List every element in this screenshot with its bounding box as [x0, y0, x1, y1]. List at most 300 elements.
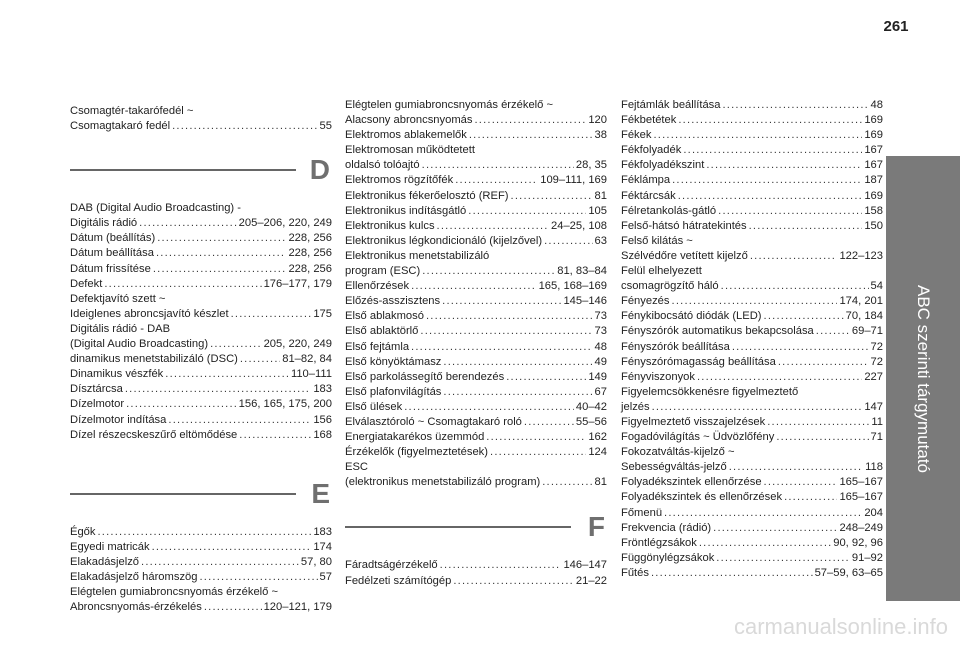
entry-term: Fényszórók beállítása: [621, 340, 730, 353]
dot-leader: [139, 216, 237, 231]
index-entry: [621, 355, 883, 370]
entry-page: 228, 256: [288, 262, 332, 275]
dot-leader: [706, 158, 862, 173]
entry-term: Fékbetétek: [621, 114, 677, 127]
index-entry: [70, 382, 332, 397]
index-entry: [345, 173, 607, 188]
entry-page: 183: [313, 383, 332, 396]
dot-leader: [443, 385, 592, 400]
index-entry: [621, 430, 883, 445]
index-entry-line: Elektronikus menetstabilizáló: [345, 249, 490, 262]
entry-page: 145–146: [563, 295, 607, 308]
section-letter: E: [311, 477, 330, 509]
entry-page: 55–56: [575, 415, 607, 428]
entry-term: Dátum frissítése: [70, 262, 151, 275]
dot-leader: [440, 558, 562, 573]
entry-page: 149: [588, 370, 607, 383]
entry-page: 174, 201: [839, 295, 883, 308]
index-entry: [621, 536, 883, 551]
dot-leader: [778, 355, 869, 370]
index-entry-line: Digitális rádió - DAB: [70, 322, 171, 335]
section-header-d: [70, 155, 332, 189]
index-entry: [70, 337, 332, 352]
entry-term: Digitális rádió: [70, 217, 138, 230]
entry-page: 81, 83–84: [557, 265, 607, 278]
dot-leader: [141, 555, 299, 570]
index-entry: [70, 600, 332, 615]
entry-term: Felső-hátsó hátratekintés: [621, 219, 747, 232]
entry-page: 147: [864, 400, 883, 413]
index-entry: [621, 219, 883, 234]
dot-leader: [422, 158, 574, 173]
section-divider: [70, 169, 296, 171]
dot-leader: [210, 337, 262, 352]
entries-f-cont: [621, 98, 883, 581]
index-entry: [621, 249, 883, 264]
index-entry: [621, 204, 883, 219]
index-entry: [70, 555, 332, 570]
entry-page: 55: [319, 120, 332, 133]
entry-page: 156, 165, 175, 200: [238, 398, 332, 411]
index-entry: [621, 279, 883, 294]
entry-term: Fejtámlák beállítása: [621, 99, 721, 111]
entry-term: dinamikus menetstabilizáló (DSC): [70, 353, 238, 366]
entry-page: 81–82, 84: [282, 353, 332, 366]
dot-leader: [542, 475, 592, 490]
entry-page: 176–177, 179: [263, 277, 332, 290]
index-entry: [70, 119, 332, 134]
index-entry: [345, 128, 607, 143]
entry-term: Dátum beállítása: [70, 247, 154, 260]
index-entry: [70, 216, 332, 231]
dot-leader: [750, 249, 838, 264]
entry-term: Elválasztóroló ~ Csomagtakaró roló: [345, 415, 522, 428]
dot-leader: [764, 309, 844, 324]
index-entry: [621, 370, 883, 385]
entry-term: Elektronikus kulcs: [345, 219, 435, 232]
index-entry: [345, 445, 607, 460]
entry-page: 156: [313, 413, 332, 426]
index-entry: [621, 340, 883, 355]
entry-page: 72: [870, 355, 883, 368]
index-entry: [345, 309, 607, 324]
entry-term: Elektromos rögzítőfék: [345, 174, 454, 187]
entry-page: 150: [864, 219, 883, 232]
entry-page: 72: [870, 340, 883, 353]
section-letter: F: [587, 511, 605, 543]
index-entry: [621, 460, 883, 475]
entry-term: Egyedi matricák: [70, 540, 150, 553]
entry-page: 169: [864, 114, 883, 127]
entry-term: Érzékelők (figyelmeztetések): [345, 446, 489, 459]
entry-page: 124: [588, 446, 607, 459]
entries-d: [70, 201, 332, 443]
entry-page: 69–71: [851, 325, 883, 338]
index-entry: [345, 234, 607, 249]
index-entry: [621, 309, 883, 324]
index-entry: [345, 294, 607, 309]
entry-term: Első fejtámla: [345, 340, 410, 353]
section-divider: [345, 526, 571, 528]
dot-leader: [168, 413, 311, 428]
entry-term: Fűtés: [621, 566, 649, 579]
entry-term: Defekt: [70, 277, 103, 290]
index-entry: [345, 430, 607, 445]
index-entry: [345, 279, 607, 294]
index-entry: [70, 231, 332, 246]
entries-intro: [70, 104, 332, 134]
index-entry-line: Felső kilátás ~: [621, 234, 693, 247]
entry-page: 165, 168–169: [538, 280, 607, 293]
index-entry: [621, 294, 883, 309]
dot-leader: [672, 294, 838, 309]
entry-term: Ellenőrzések: [345, 280, 410, 293]
dot-leader: [683, 143, 862, 158]
entry-term: Dátum (beállítás): [70, 232, 156, 245]
index-entry: [621, 158, 883, 173]
entry-page: 174: [313, 540, 332, 553]
entry-term: Dísztárcsa: [70, 383, 123, 396]
entry-page: 24–25, 108: [551, 219, 607, 232]
side-tab-label: ABC szerinti tárgymutató: [914, 284, 934, 473]
entry-page: 40–42: [575, 400, 607, 413]
entry-term: Főmenü: [621, 506, 663, 519]
index-entry: [621, 324, 883, 339]
dot-leader: [443, 355, 592, 370]
entries-e: [70, 525, 332, 616]
index-entry: [621, 173, 883, 188]
dot-leader: [784, 490, 837, 505]
index-entry: [70, 413, 332, 428]
index-entry-line: Elégtelen gumiabroncsnyomás érzékelő ~: [70, 586, 279, 599]
index-entry: [621, 98, 883, 113]
index-entry: [345, 370, 607, 385]
entry-page: 120: [588, 114, 607, 127]
entry-page: 48: [594, 340, 607, 353]
entry-page: 21–22: [575, 574, 607, 587]
entry-term: Fogadóvilágítás ~ Üdvözlőfény: [621, 431, 775, 444]
entry-term: Első könyöktámasz: [345, 355, 442, 368]
entry-term: Abroncsnyomás-érzékelés: [70, 601, 202, 614]
dot-leader: [721, 279, 869, 294]
entry-term: (Digital Audio Broadcasting): [70, 338, 209, 351]
entry-term: Dízelmotor: [70, 398, 125, 411]
dot-leader: [239, 428, 311, 443]
index-entry: [345, 204, 607, 219]
index-entry-line: Fokozatváltás-kijelző ~: [621, 446, 735, 459]
entry-page: 48: [870, 99, 883, 111]
entry-page: 227: [864, 370, 883, 383]
index-entry: [345, 219, 607, 234]
entry-page: 38: [594, 129, 607, 142]
dot-leader: [697, 370, 862, 385]
dot-leader: [420, 324, 592, 339]
dot-leader: [767, 415, 869, 430]
dot-leader: [490, 445, 586, 460]
entry-page: 205–206, 220, 249: [238, 217, 332, 230]
dot-leader: [156, 246, 286, 261]
entry-term: Fedélzeti számítógép: [345, 574, 452, 587]
entry-term: Első ablaktörlő: [345, 325, 419, 338]
entries-e-cont: [345, 98, 607, 490]
entry-page: 109–111, 169: [540, 174, 607, 187]
dot-leader: [699, 536, 831, 551]
entry-term: Félretankolás-gátló: [621, 204, 717, 217]
index-entry: [621, 566, 883, 581]
entry-page: 81: [594, 476, 607, 489]
entry-page: 162: [588, 431, 607, 444]
dot-leader: [240, 352, 280, 367]
dot-leader: [437, 219, 549, 234]
entry-term: Első parkolássegítő berendezés: [345, 370, 505, 383]
entry-page: 120–121, 179: [263, 601, 332, 614]
entry-page: 57, 80: [300, 555, 332, 568]
index-column-3: [621, 98, 883, 581]
dot-leader: [199, 570, 317, 585]
section-divider: [70, 493, 296, 495]
entry-page: 122–123: [839, 249, 883, 262]
entry-term: Ideiglenes abroncsjavító készlet: [70, 307, 229, 320]
entry-page: 158: [864, 204, 883, 217]
index-entry-line: Elégtelen gumiabroncsnyomás érzékelő ~: [345, 99, 554, 111]
dot-leader: [442, 294, 561, 309]
entry-term: Frekvencia (rádió): [621, 521, 712, 534]
entry-term: Első ülések: [345, 400, 403, 413]
index-entry: [345, 400, 607, 415]
entry-term: csomagrögzítő háló: [621, 280, 719, 293]
dot-leader: [411, 340, 593, 355]
dot-leader: [678, 113, 862, 128]
dot-leader: [506, 370, 586, 385]
dot-leader: [157, 231, 286, 246]
entry-term: Elektromos ablakemelők: [345, 129, 467, 142]
entry-term: jelzés: [621, 400, 650, 413]
entry-page: 167: [864, 144, 883, 157]
dot-leader: [749, 219, 863, 234]
dot-leader: [165, 367, 289, 382]
entry-page: 228, 256: [288, 232, 332, 245]
entry-page: 57: [319, 570, 332, 583]
index-entry: [621, 143, 883, 158]
dot-leader: [716, 551, 850, 566]
dot-leader: [474, 113, 586, 128]
index-entry: [621, 490, 883, 505]
entry-term: Elakadásjelző: [70, 555, 140, 568]
index-entry: [345, 264, 607, 279]
entry-term: Figyelmeztető visszajelzések: [621, 415, 766, 428]
entry-term: Féktárcsák: [621, 189, 676, 202]
dot-leader: [718, 204, 862, 219]
entry-term: Elektronikus fékerőelosztó (REF): [345, 189, 509, 202]
index-column-1: [70, 104, 332, 615]
entry-term: Első ablakmosó: [345, 310, 424, 323]
index-entry: [70, 367, 332, 382]
entry-page: 28, 35: [575, 159, 607, 172]
dot-leader: [468, 204, 586, 219]
entry-page: 110–111: [290, 368, 332, 381]
dot-leader: [455, 173, 538, 188]
index-entry: [621, 400, 883, 415]
side-tab: [886, 156, 960, 601]
entry-page: 165–167: [839, 491, 883, 504]
dot-leader: [152, 540, 312, 555]
dot-leader: [125, 382, 311, 397]
entry-term: Dinamikus vészfék: [70, 368, 164, 381]
entry-page: 168: [313, 428, 332, 441]
index-entry: [621, 189, 883, 204]
dot-leader: [426, 309, 593, 324]
entry-page: 205, 220, 249: [263, 338, 332, 351]
dot-leader: [653, 128, 862, 143]
entry-term: Energiatakarékos üzemmód: [345, 431, 485, 444]
entry-page: 71: [870, 431, 883, 444]
index-entry: [621, 506, 883, 521]
entry-page: 54: [870, 280, 883, 293]
index-entry: [345, 558, 607, 573]
dot-leader: [204, 600, 262, 615]
dot-leader: [723, 98, 869, 113]
entry-term: Első plafonvilágítás: [345, 385, 442, 398]
dot-leader: [652, 400, 863, 415]
index-entry: [621, 521, 883, 536]
entries-f: [345, 558, 607, 588]
entry-page: 228, 256: [288, 247, 332, 260]
index-entry: [345, 340, 607, 355]
dot-leader: [172, 119, 317, 134]
section-letter: D: [309, 154, 330, 186]
index-entry: [70, 307, 332, 322]
entry-page: 70, 184: [845, 310, 883, 323]
index-entry: [70, 262, 332, 277]
dot-leader: [231, 307, 312, 322]
dot-leader: [678, 189, 863, 204]
dot-leader: [776, 430, 868, 445]
dot-leader: [126, 397, 237, 412]
entry-page: 49: [594, 355, 607, 368]
index-entry-line: Felül elhelyezett: [621, 265, 702, 278]
entry-term: Fröntlégzsákok: [621, 536, 697, 549]
section-header-e: [70, 479, 332, 513]
dot-leader: [104, 277, 261, 292]
index-entry: [70, 397, 332, 412]
index-entry-line: Csomagtér-takarófedél ~: [70, 105, 194, 117]
dot-leader: [404, 400, 574, 415]
entry-term: Folyadékszintek és ellenőrzések: [621, 491, 783, 504]
entry-term: Elektronikus indításgátló: [345, 204, 467, 217]
entry-term: Fényviszonyok: [621, 370, 695, 383]
entry-term: Fénykibocsátó diódák (LED): [621, 310, 762, 323]
index-entry-line: ESC: [345, 461, 369, 474]
index-entry: [70, 570, 332, 585]
index-entry: [345, 574, 607, 589]
entry-term: Csomagtakaró fedél: [70, 120, 171, 133]
dot-leader: [544, 234, 592, 249]
dot-leader: [729, 460, 863, 475]
index-entry-line: Elektromosan működtetett: [345, 144, 475, 157]
entry-page: 11: [871, 415, 883, 428]
index-entry: [345, 158, 607, 173]
entry-page: 169: [864, 129, 883, 142]
index-entry: [70, 352, 332, 367]
index-entry: [70, 525, 332, 540]
entry-page: 91–92: [851, 551, 883, 564]
index-entry: [345, 324, 607, 339]
dot-leader: [98, 525, 312, 540]
entry-page: 73: [594, 310, 607, 323]
index-entry: [345, 355, 607, 370]
index-entry: [345, 189, 607, 204]
entry-page: 167: [864, 159, 883, 172]
dot-leader: [713, 521, 837, 536]
dot-leader: [511, 189, 593, 204]
entry-page: 165–167: [839, 476, 883, 489]
entry-page: 169: [864, 189, 883, 202]
entry-term: oldalsó tolóajtó: [345, 159, 420, 172]
index-entry: [70, 428, 332, 443]
entry-page: 67: [594, 385, 607, 398]
entry-term: Dízelmotor indítása: [70, 413, 167, 426]
entry-page: 118: [865, 461, 883, 474]
index-entry: [621, 113, 883, 128]
dot-leader: [651, 566, 813, 581]
entry-term: Függönylégzsákok: [621, 551, 715, 564]
entry-term: (elektronikus menetstabilizáló program): [345, 476, 541, 489]
entry-term: Alacsony abroncsnyomás: [345, 114, 473, 127]
entry-term: Fékfolyadék: [621, 144, 682, 157]
entry-page: 146–147: [563, 559, 607, 572]
index-entry: [621, 551, 883, 566]
index-entry: [70, 277, 332, 292]
dot-leader: [422, 264, 555, 279]
entry-term: Fékfolyadékszint: [621, 159, 705, 172]
page-number: 261: [883, 18, 909, 35]
entry-page: 248–249: [839, 521, 883, 534]
entry-term: Szélvédőre vetített kijelző: [621, 249, 748, 262]
entry-term: Fékek: [621, 129, 652, 142]
entry-term: Elakadásjelző háromszög: [70, 570, 198, 583]
index-entry: [621, 415, 883, 430]
index-column-2: [345, 98, 607, 589]
entry-term: Fáradtságérzékelő: [345, 559, 438, 572]
entry-page: 73: [594, 325, 607, 338]
index-entry: [345, 415, 607, 430]
entry-page: 57–59, 63–65: [814, 566, 883, 579]
index-entry-line: Figyelemcsökkenésre figyelmeztető: [621, 385, 799, 398]
dot-leader: [486, 430, 586, 445]
entry-term: Égők: [70, 525, 96, 538]
entry-page: 105: [588, 204, 607, 217]
dot-leader: [411, 279, 537, 294]
entry-term: Fényszórók automatikus bekapcsolása: [621, 325, 814, 338]
dot-leader: [469, 128, 593, 143]
index-entry: [621, 475, 883, 490]
entry-term: Fényszórómagasság beállítása: [621, 355, 776, 368]
entry-term: Sebességváltás-jelző: [621, 461, 727, 474]
entry-term: Fényezés: [621, 295, 670, 308]
dot-leader: [524, 415, 574, 430]
entry-term: Dízel részecskeszűrő eltömődése: [70, 428, 238, 441]
index-entry: [70, 540, 332, 555]
entry-page: 90, 92, 96: [833, 536, 883, 549]
index-entry: [345, 475, 607, 490]
dot-leader: [672, 173, 862, 188]
dot-leader: [153, 262, 287, 277]
entry-page: 204: [864, 506, 883, 519]
entry-page: 175: [313, 307, 332, 320]
watermark: carmanualsonline.info: [733, 614, 948, 639]
entry-term: Folyadékszintek ellenőrzése: [621, 476, 762, 489]
dot-leader: [664, 506, 862, 521]
